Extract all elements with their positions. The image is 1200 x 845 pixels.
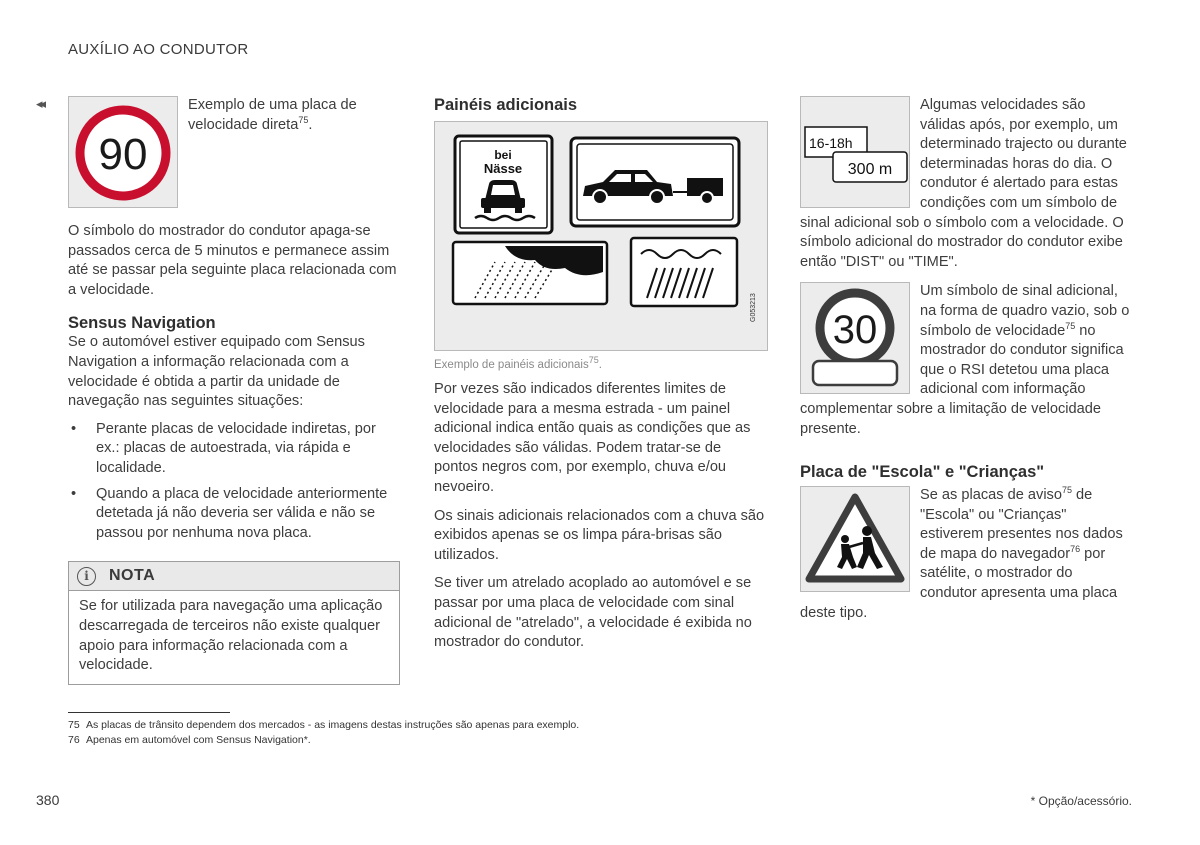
figure-90-caption-text: Exemplo de uma placa de velocidade direta [188,97,357,133]
empty-panel-text-a: Um símbolo de sinal adicional, na forma de quadro vazio, sob o símbolo de velocidade [920,283,1130,339]
distance-panel-text: 300 m [847,161,893,178]
sign-value-90: 90 [98,130,148,179]
footnote-ref-76[interactable]: 76 [1070,544,1081,555]
empty-additional-panel [813,361,897,385]
figure-time-distance-sign [800,96,910,208]
bullet-icon: • [71,420,77,437]
footnote-75 [68,718,579,733]
column-right [800,96,1132,623]
figure-additional-panels [434,121,768,351]
school-text-c: por satélite, o mostrador do condutor apresenta uma placa deste tipo. [800,545,1118,621]
column-middle [434,96,768,653]
paragraph-symbol-off: O símbolo do mostrador do condutor apaga-se passados cerca de 5 minutos e permanece assim até se passar pela seguinte placa relacionada com a velocidade. [68,223,397,298]
footnotes [68,718,579,748]
option-accessory-note: * Opção/acessório. [1030,794,1132,808]
continued-marker: ◂◂ [36,96,44,111]
bullet-icon: • [71,485,77,502]
note-text: Se for utilizada para navegação uma aplicação descarregada de terceiros não existe qualquer apoio para informação relacionada com a velocidade. [79,598,383,674]
note-title: NOTA [109,567,156,585]
footnote-text: Apenas em automóvel com Sensus Navigation*. [86,734,311,746]
bullet-list [68,420,400,544]
figure-speed-sign-30 [800,282,910,394]
paragraph-rain-signs: Os sinais adicionais relacionados com a chuva são exibidos apenas se os limpa pára-brisas são utilizados. [434,507,765,563]
note-header [69,562,399,591]
figure-speed-sign-90 [68,96,178,208]
school-text-a: Se as placas de aviso [920,487,1062,504]
footnote-number: 75 [68,719,80,731]
figure-90-caption-end: . [308,116,313,133]
school-text-b: de "Escola" ou "Crianças" estiverem presentes nos dados de mapa do navegador [920,487,1123,562]
heading-school-children: Placa de "Escola" e "Crianças" [800,463,1045,482]
panel-text-nasse: Nässe [483,161,523,176]
list-item [68,420,400,479]
speed-limit-30-sign [801,283,909,393]
figure-code: G053213 [750,293,757,322]
heading-sensus-navigation: Sensus Navigation [68,314,216,333]
page-number: 380 [36,792,60,808]
note-box [68,561,400,684]
figure-children-sign [800,486,910,592]
paragraph-sensus: Se o automóvel estiver equipado com Sensus Navigation a informação relacionada com a velocidade é obtida a partir da unidade de navegação nas seguintes situações: [68,334,365,410]
additional-panels-illustration [435,122,767,350]
list-item [68,485,400,544]
paragraph-time-distance: Algumas velocidades são válidas após, por exemplo, um determinado trajecto ou durante determinadas horas do dia. O condutor é alertado para estas condições com um símbolo de sinal adicional sob o símbolo com a velocidade. O símbolo adicional do mostrador do condutor exibe então "DIST" ou "TIME". [800,97,1127,270]
footnote-ref-75[interactable]: 75 [298,114,309,125]
footnote-ref-75[interactable]: 75 [1065,320,1076,331]
footnote-ref-75[interactable]: 75 [1061,485,1072,496]
footnote-text: As placas de trânsito dependem dos mercados - as imagens destas instruções são apenas para exemplo. [86,719,580,731]
page-header: AUXÍLIO AO CONDUTOR [68,41,249,58]
paragraph-trailer: Se tiver um atrelado acoplado ao automóvel e se passar por uma placa de velocidade com sinal adicional de "atrelado", a velocidade é exibida no mostrador do condutor. [434,575,752,651]
figure-panels-caption [434,355,768,371]
heading-additional-panels: Painéis adicionais [434,96,578,114]
empty-panel-text-b: no mostrador do condutor significa que o RSI detetou uma placa adicional com informação complementar sobre a limitação de velocidade presente. [800,322,1124,437]
list-item-text: Quando a placa de velocidade anteriormente detetada já não deveria ser válida e não se passou por nenhuma nova placa. [96,485,388,541]
speed-limit-90-sign [69,97,177,207]
panel-text-bei: bei [494,148,512,162]
footnote-divider [68,712,230,713]
paragraph-different-limits: Por vezes são indicados diferentes limites de velocidade para a mesma estrada - um painel adicional indica então quais as condições que as velocidades são válidas. Podem tratar-se de pontos negros com, por exemplo, chuva e/ou nevoeiro. [434,381,751,495]
info-icon: i [77,567,96,586]
footnote-number: 76 [68,734,80,746]
caption-text: Exemplo de painéis adicionais [434,359,589,371]
sign-value-30: 30 [832,308,878,353]
time-distance-panel-illustration [801,97,909,207]
note-body [69,591,399,683]
caption-end: . [598,359,602,371]
column-left [68,96,400,685]
footnote-ref-75[interactable]: 75 [588,355,599,366]
children-warning-sign [801,487,909,591]
footnote-76 [68,733,579,748]
time-panel-text: 16-18h [809,135,853,151]
list-item-text: Perante placas de velocidade indiretas, por ex.: placas de autoestrada, via rápida e localidade. [96,420,376,476]
